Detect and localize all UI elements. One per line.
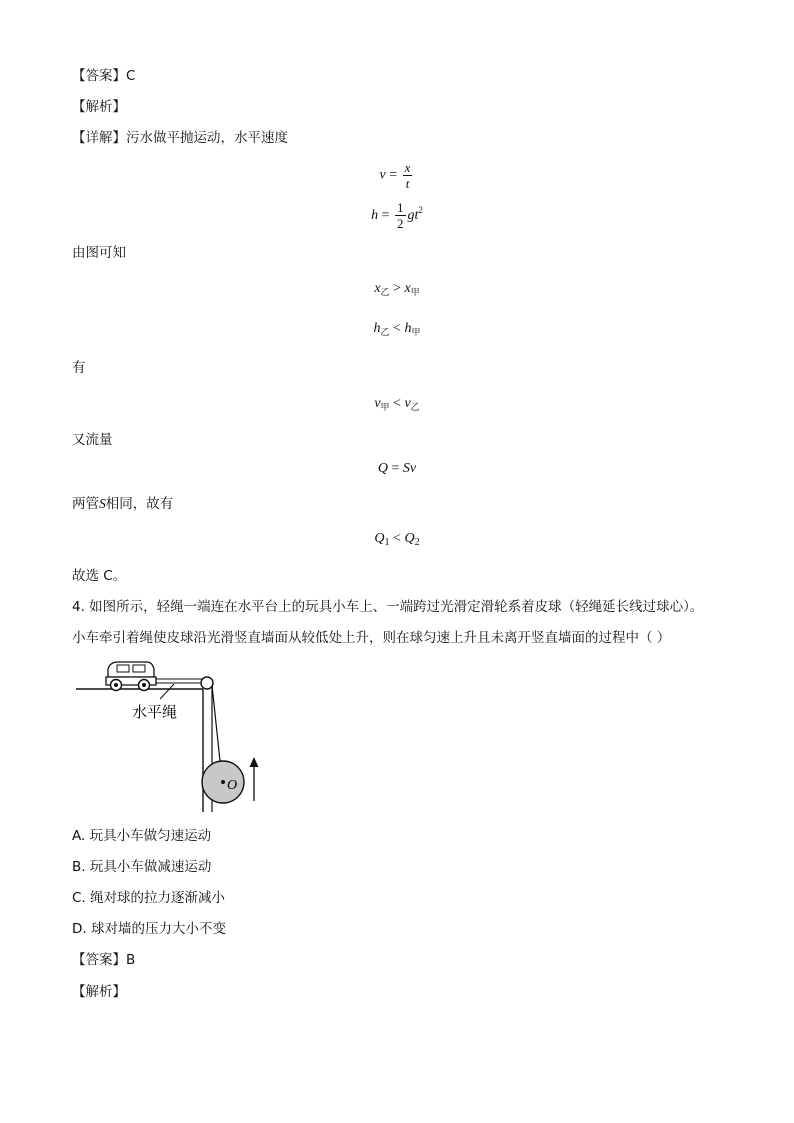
equation-x-compare: $x_乙 > x_甲$	[374, 281, 420, 298]
equation-flow: Q = Sv	[377, 461, 417, 476]
rope-label: 水平绳	[132, 703, 178, 721]
equation-v-compare: $v_甲 < v_乙$	[374, 396, 420, 413]
detail-tag: 【详解】	[72, 130, 126, 146]
answer-line	[72, 66, 135, 86]
option-d: D. 球对墙的压力大小不变	[72, 921, 226, 937]
flow-intro-line: 又流量	[72, 432, 113, 448]
answer-tag: 【答案】	[72, 68, 126, 84]
equation-q-compare: $Q_1 < Q_2$	[374, 531, 420, 548]
equation-h-compare: $h_乙 < h_甲$	[373, 321, 421, 338]
same-s-line: 两管S相同，故有	[72, 496, 174, 512]
pulley-icon	[201, 677, 213, 689]
detail-text: 污水做平抛运动，水平速度	[126, 130, 288, 146]
arrow-up-icon	[250, 757, 259, 801]
equation-velocity: v = $\frac{x}{t}$	[379, 160, 411, 191]
question-4-answer-value: B	[126, 952, 136, 968]
conclusion-line: 故选 C。	[72, 568, 127, 584]
question-4-figure	[70, 655, 290, 815]
question-4-answer: 【答案】B	[72, 952, 136, 968]
option-a: A. 玩具小车做匀速运动	[72, 828, 212, 844]
question-4-stem-2: 小车牵引着绳使皮球沿光滑竖直墙面从较低处上升，则在球匀速上升且未离开竖直墙面的过程中（ ）	[72, 630, 671, 646]
option-b: B. 玩具小车做减速运动	[72, 859, 212, 875]
option-c: C. 绳对球的拉力逐渐减小	[72, 890, 226, 906]
analysis-tag: 【解析】	[72, 99, 126, 115]
analysis-heading	[72, 97, 126, 117]
question-4-stem-1: 4. 如图所示，轻绳一端连在水平台上的玩具小车上、一端跨过光滑定滑轮系着皮球（轻绳延长线过球心）。	[72, 599, 704, 615]
toy-car-icon	[106, 662, 156, 691]
ball-center-label: O	[227, 778, 238, 793]
detail-line	[72, 128, 288, 148]
have-line: 有	[72, 360, 86, 376]
from-figure-line: 由图可知	[72, 245, 126, 261]
answer-value: C	[126, 68, 136, 84]
question-4-analysis: 【解析】	[72, 984, 126, 1000]
equation-height: h = $\frac{1}{2}$ $gt^2$	[371, 200, 423, 232]
